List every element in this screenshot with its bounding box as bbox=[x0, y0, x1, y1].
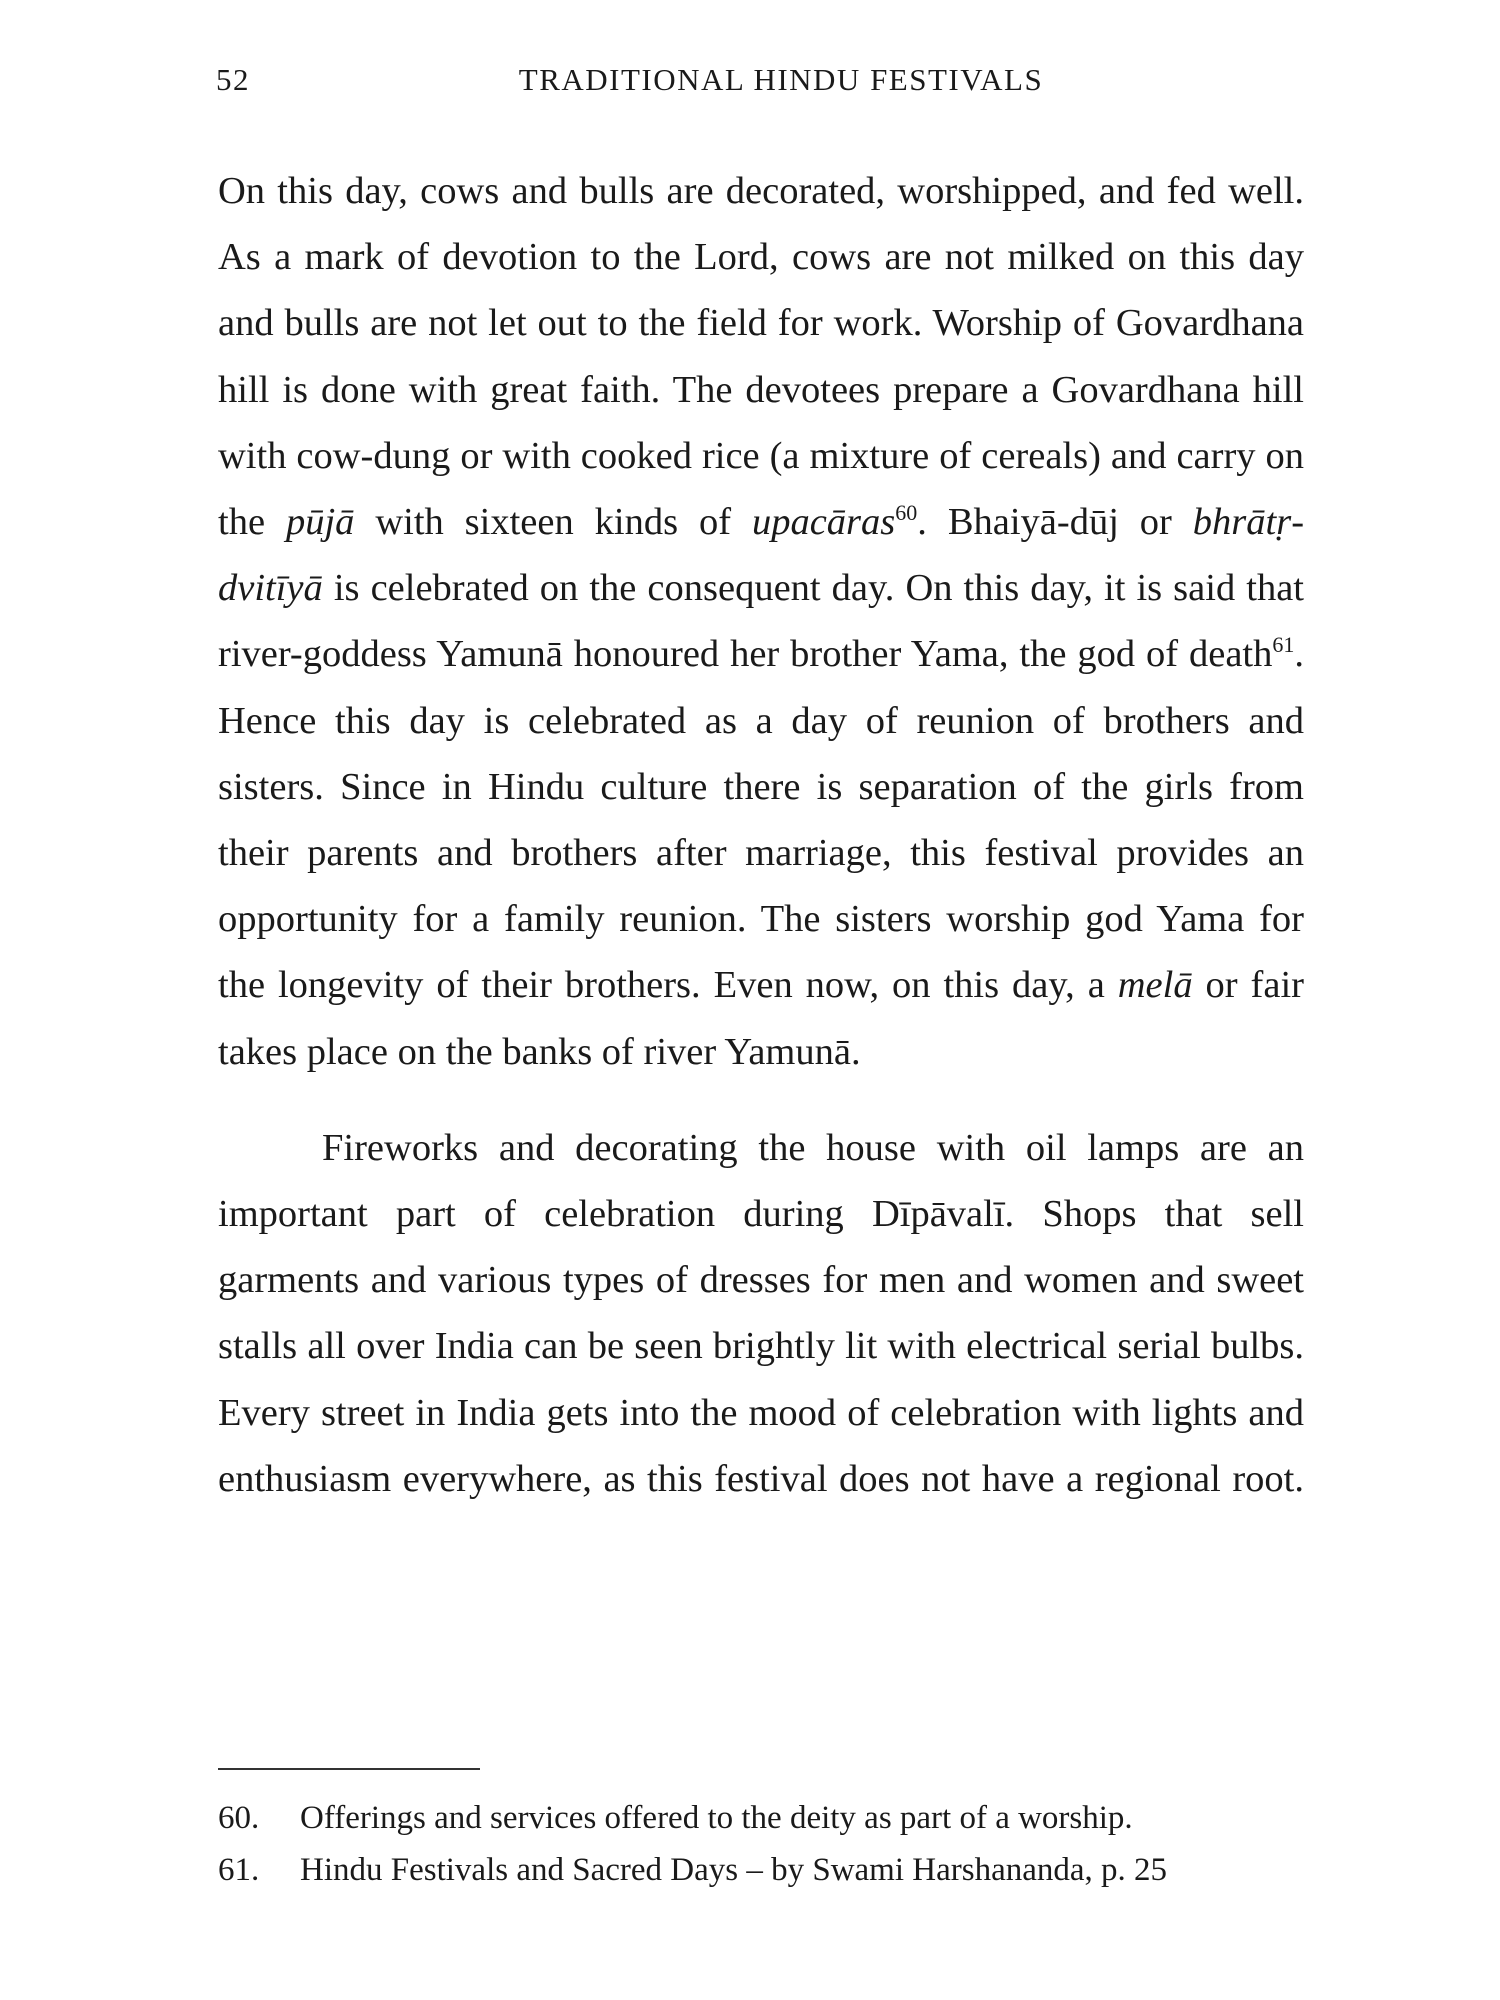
footnote-text: Hindu Festivals and Sacred Days – by Swami Harshananda, p. 25 bbox=[300, 1852, 1168, 1888]
paragraph-1-text-2: with sixteen kinds of bbox=[354, 501, 752, 544]
term-puja: pūjā bbox=[285, 501, 355, 544]
paragraph-2: Fireworks and decorating the house with oil lamps are an important part of celebration during Dīpāvalī. Shops that sell garments and various types of dresses for men and women and sweet stalls all over India can be seen brightly lit with electrical serial bulbs. Every street in India gets into the mood of celebration with lights and enthusiasm everywhere, as this festival does not have a regional root. bbox=[218, 1126, 1304, 1500]
footnotes bbox=[218, 1792, 1304, 1896]
footnote-ref-60: 60 bbox=[895, 500, 918, 526]
footnote-number: 60. bbox=[218, 1800, 260, 1836]
paragraph-1-text-6: or fair takes place on the banks of river Yamunā. bbox=[218, 964, 1304, 1073]
paragraph-1-text-3: . Bhaiyā-dūj or bbox=[917, 501, 1193, 544]
running-title: TRADITIONAL HINDU FESTIVALS bbox=[518, 62, 1044, 97]
paragraph-1 bbox=[218, 158, 1304, 1085]
term-bhratr-dvitiya: bhrātṛ-dvitīyā bbox=[218, 501, 1305, 610]
term-mela: melā bbox=[1117, 964, 1193, 1007]
footnote-ref-61: 61 bbox=[1272, 632, 1295, 658]
term-upacaras: upacāras bbox=[751, 501, 896, 544]
footnote-60 bbox=[218, 1792, 1304, 1844]
paragraph-1-text-5: . Hence this day is celebrated as a day of reunion of brothers and sisters. Since in Hindu culture there is separation of the girls from their parents and brothers after marriage, this festival provides an opportunity for a family reunion. The sisters worship god Yama for the longevity of their brothers. Even now, on this day, a bbox=[218, 633, 1304, 1007]
footnote-divider bbox=[218, 1768, 480, 1770]
running-header bbox=[216, 62, 1306, 112]
footnote-text: Offerings and services offered to the deity as part of a worship. bbox=[300, 1800, 1133, 1836]
body-text bbox=[218, 158, 1304, 1512]
page-number: 52 bbox=[216, 62, 250, 97]
paragraph-1-text-1: On this day, cows and bulls are decorated, worshipped, and fed well. As a mark of devotion to the Lord, cows are not milked on this day and bulls are not let out to the field for work. Worship of Govardhana hill is done with great faith. The devotees prepare a Govardhana hill with cow-dung or with cooked rice (a mixture of cereals) and carry on the bbox=[218, 170, 1304, 544]
footnote-61 bbox=[218, 1844, 1304, 1896]
footnote-number: 61. bbox=[218, 1852, 260, 1888]
paragraph-1-text-4: is celebrated on the consequent day. On this day, it is said that river-goddess Yamunā honoured her brother Yama, the god of death bbox=[218, 567, 1304, 676]
